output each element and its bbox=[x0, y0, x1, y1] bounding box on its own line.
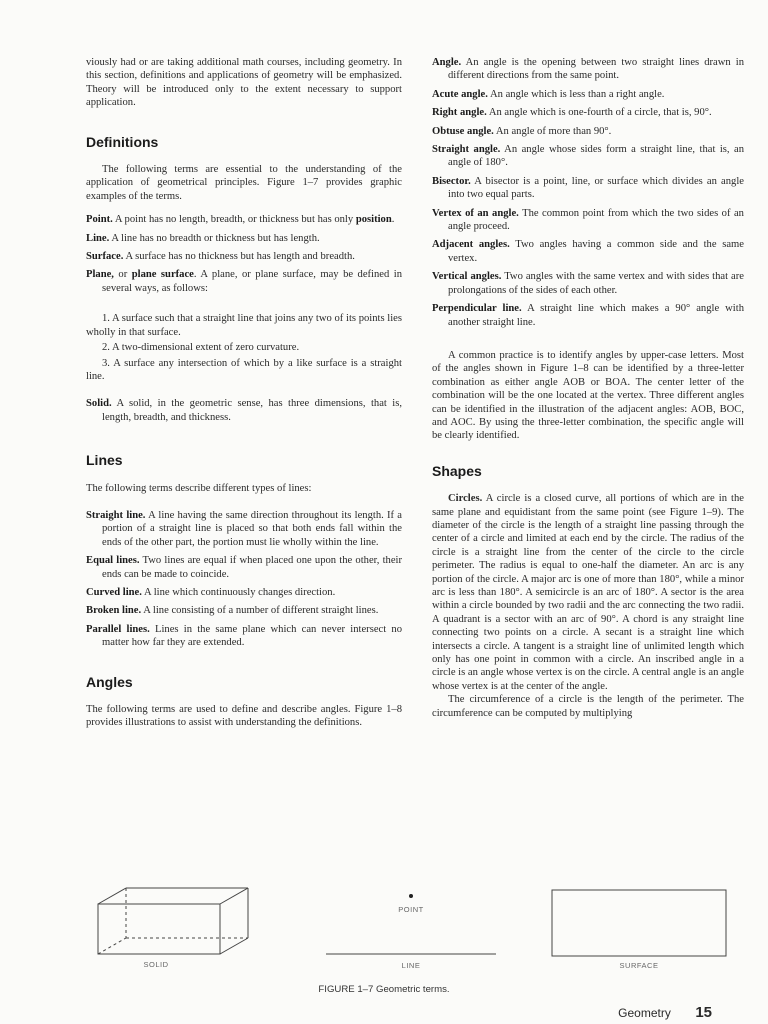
definition-line: Line. A line has no breadth or thickness but has length. bbox=[86, 232, 320, 244]
definition-straight-line: Straight line. A line having the same direction throughout its length. If a portion of a straight line is placed so that both ends fall within the ends of the other part, the portion must lie wholly within the line. bbox=[86, 509, 402, 548]
definition-adjacent-angles: Adjacent angles. Two angles having a common side and the same vertex. bbox=[432, 239, 744, 264]
shapes-heading: Shapes bbox=[432, 462, 482, 479]
page-number: 15 bbox=[695, 1004, 712, 1021]
definition-point: Point. A point has no length, breadth, or thickness but has only position. bbox=[86, 214, 395, 226]
definition-perpendicular-line: Perpendicular line. A straight line which makes a 90° angle with another straight line. bbox=[432, 303, 744, 328]
definition-obtuse-angle: Obtuse angle. An angle of more than 90°. bbox=[432, 125, 612, 137]
definition-plane: Plane, or plane surface. A plane, or plane surface, may be defined in several ways, as follows: bbox=[86, 269, 403, 294]
left-column bbox=[86, 56, 402, 736]
definition-parallel-lines: Parallel lines. Lines in the same plane which can never intersect no matter how far they are extended. bbox=[86, 623, 402, 649]
definition-angle: Angle. An angle is the opening between two straight lines drawn in different directions from the same point. bbox=[432, 57, 744, 82]
plane-definition-2: 2. A two-dimensional extent of zero curvature. bbox=[102, 342, 300, 354]
lines-heading: Lines bbox=[86, 452, 123, 469]
solid-illustration bbox=[98, 888, 248, 954]
page-footer bbox=[618, 1004, 712, 1022]
definition-solid: Solid. A solid, in the geometric sense, has three dimensions, that is, length, breadth, and thickness. bbox=[86, 398, 402, 423]
point-illustration bbox=[409, 894, 413, 898]
figure-label-solid: SOLID bbox=[143, 960, 169, 969]
intro-paragraph: viously had or are taking additional math courses, including geometry. In this section, definitions and applications of geometry will be emphasized. Theory will be introduced only to the extent necessary to support application. bbox=[86, 57, 402, 109]
definition-vertex: Vertex of an angle. The common point from which the two sides of an angle proceed. bbox=[432, 207, 744, 233]
angle-naming-paragraph: A common practice is to identify angles by upper-case letters. Most of the angles shown in Figure 1–8 can be identified by a three-letter combination as either angle AOB or BOA. The center letter of the combination will be the one located at the vertex. Three different angles can be identified in the illustration of the adjacent angles: AOB, BOC, and AOC. By using the three-letter combination, the specific angle will be clearly identified. bbox=[432, 349, 744, 442]
definition-broken-line: Broken line. A line consisting of a number of different straight lines. bbox=[86, 605, 379, 617]
angles-intro: The following terms are used to define and describe angles. Figure 1–8 provides illustrations to assist with understanding the definitions. bbox=[86, 704, 402, 729]
plane-definition-1: 1. A surface such that a straight line that joins any two of its points lies wholly in that surface. bbox=[86, 313, 402, 338]
lines-intro: The following terms describe different types of lines: bbox=[86, 482, 312, 494]
angles-heading: Angles bbox=[86, 673, 133, 690]
definition-vertical-angles: Vertical angles. Two angles with the same vertex and with sides that are prolongations of the sides of each other. bbox=[432, 271, 744, 296]
surface-illustration bbox=[552, 890, 726, 956]
definitions-heading: Definitions bbox=[86, 133, 159, 150]
definition-surface: Surface. A surface has no thickness but has length and breadth. bbox=[86, 251, 355, 263]
definition-straight-angle: Straight angle. An angle whose sides form a straight line, that is, an angle of 180°. bbox=[432, 144, 744, 169]
plane-definition-3: 3. A surface any intersection of which by a like surface is a straight line. bbox=[86, 357, 402, 382]
definitions-intro: The following terms are essential to the understanding of the application of geometrical principles. Figure 1–7 provides graphic examples of the terms. bbox=[86, 164, 402, 202]
definition-right-angle: Right angle. An angle which is one-fourth of a circle, that is, 90°. bbox=[432, 107, 712, 119]
figure-label-point: POINT bbox=[398, 905, 424, 914]
geometric-terms-figure bbox=[86, 884, 746, 994]
definition-curved-line: Curved line. A line which continuously changes direction. bbox=[86, 586, 336, 598]
definition-bisector: Bisector. A bisector is a point, line, or surface which divides an angle into two equal parts. bbox=[432, 175, 744, 201]
circles-paragraph: Circles. A circle is a closed curve, all portions of which are in the same plane and equidistant from the same point (see Figure 1–9). The diameter of the circle is the length of a straight line passing through the center of a circle and limited at each end by the circle. The radius of the circle is a straight line from the center of the circle to the circle perimeter. The radius is equal to one-half the diameter. An arc is any portion of the circle. A major arc is one of more than 180°, while a minor arc is less than 180°. A semicircle is an arc of 180°. A sector is the area within a circle bounded by two radii and the arc connecting the two radii. A quadrant is a sector with an arc of 90°. A chord is any straight line connecting two points on a circle. A secant is a straight line which intersects a circle. A tangent is a straight line of unlimited length which only has one point in common with a circle. An inscribed angle in a circle is an angle whose vertex is on the circle. A central angle is an angle whose vertex is at the center of the angle. bbox=[432, 493, 744, 692]
figure-caption: FIGURE 1–7 Geometric terms. bbox=[318, 984, 450, 995]
circumference-paragraph: The circumference of a circle is the length of the perimeter. The circumference can be computed by multiplying bbox=[432, 694, 744, 719]
definition-acute-angle: Acute angle. An angle which is less than a right angle. bbox=[432, 88, 665, 100]
definition-equal-lines: Equal lines. Two lines are equal if when placed one upon the other, their ends can be made to coincide. bbox=[86, 555, 402, 580]
figure-label-line: LINE bbox=[401, 961, 421, 970]
figure-label-surface: SURFACE bbox=[619, 961, 659, 970]
right-column bbox=[432, 56, 744, 726]
footer-section-title: Geometry bbox=[618, 1006, 671, 1020]
